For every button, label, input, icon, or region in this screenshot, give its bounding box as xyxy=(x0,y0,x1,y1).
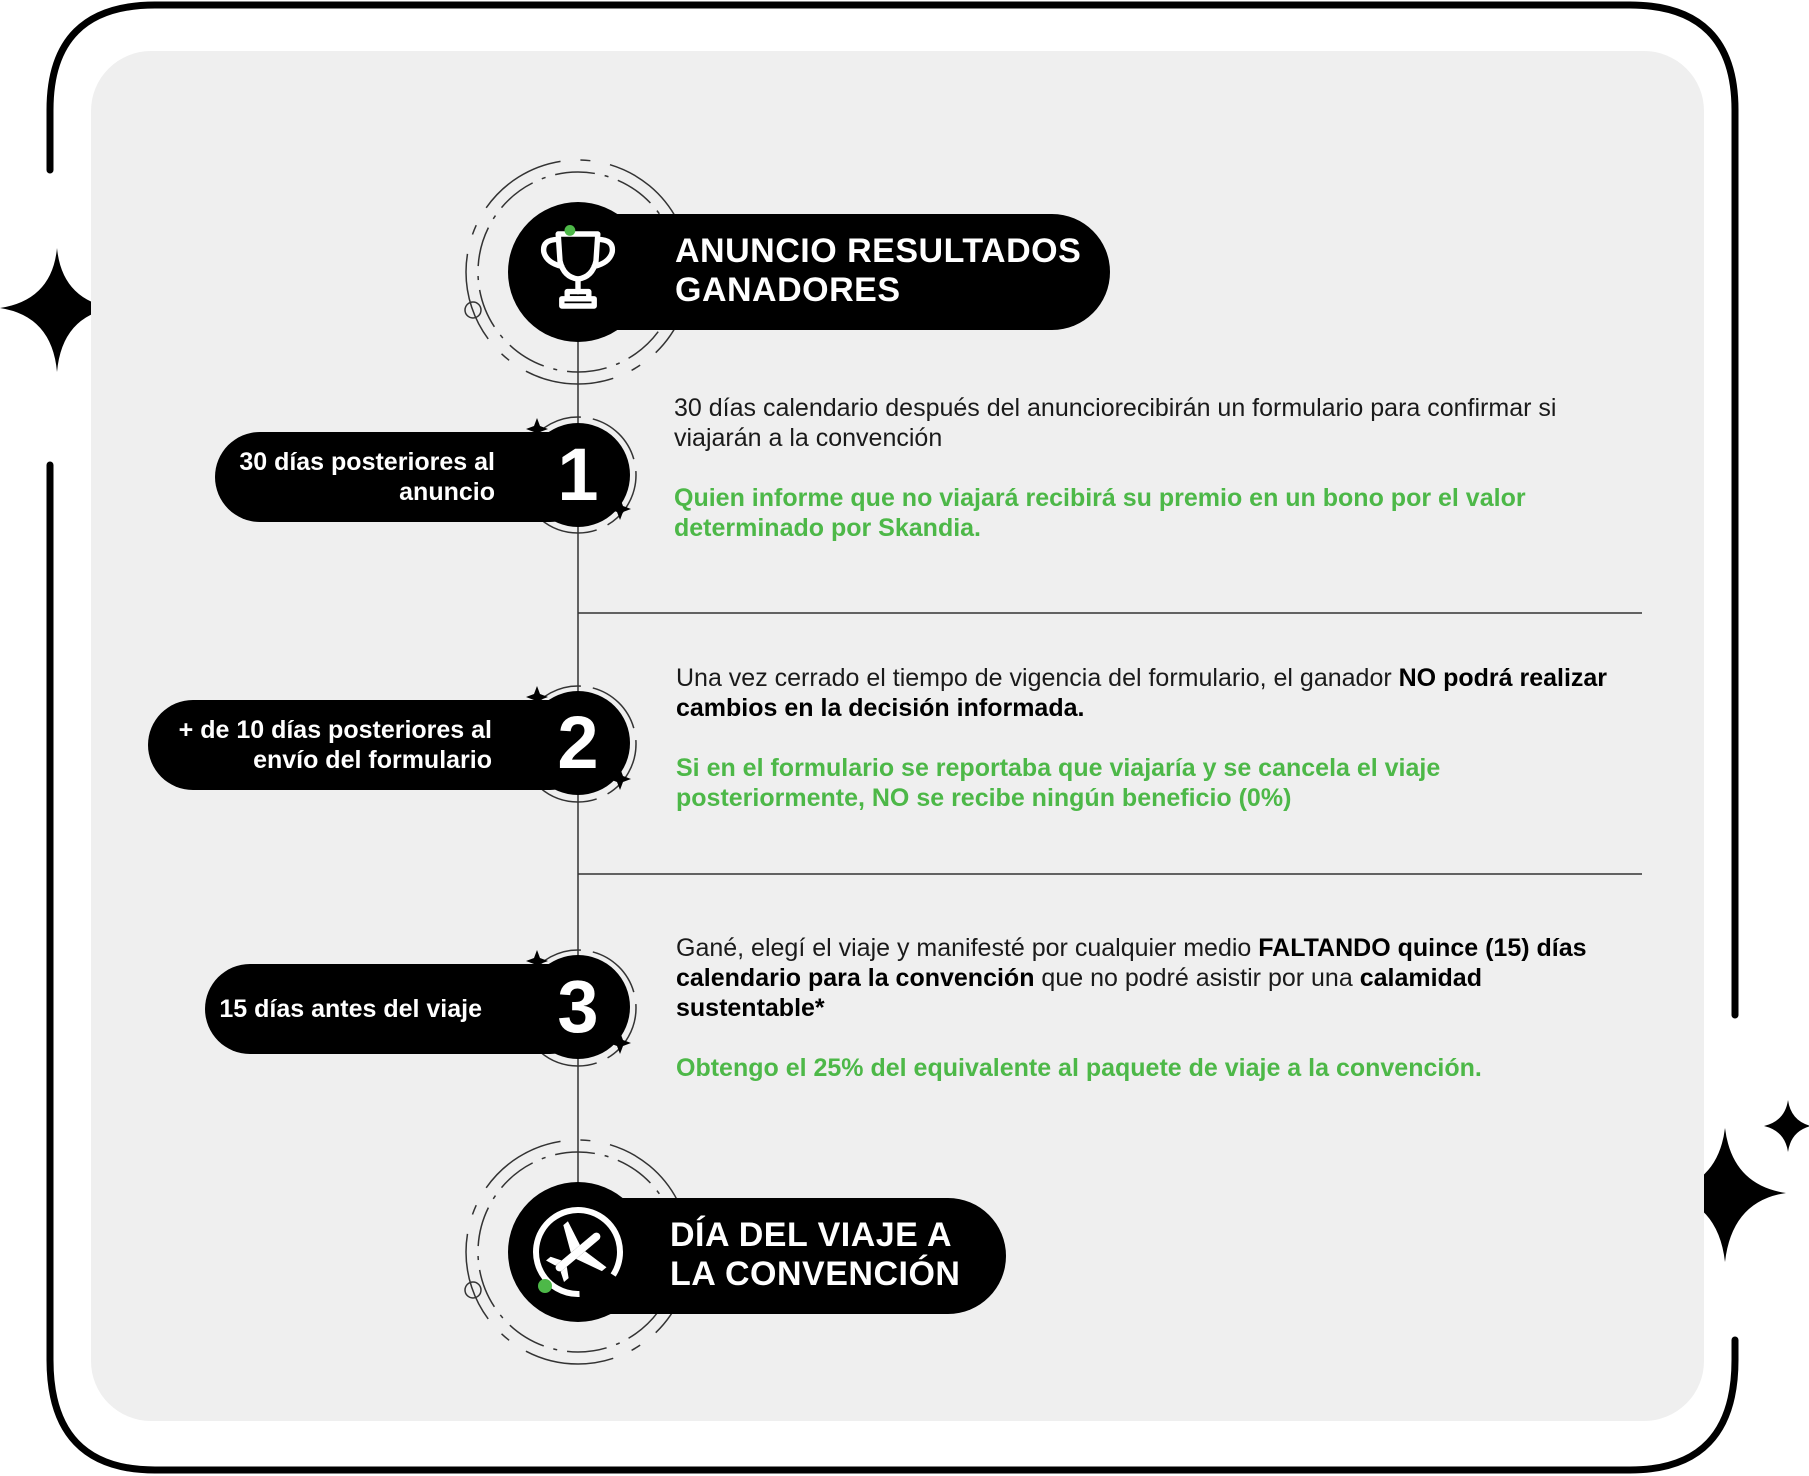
step-description xyxy=(676,933,1616,1083)
footer-title: DÍA DEL VIAJE A LA CONVENCIÓN xyxy=(670,1216,961,1293)
step-outcome-text: Si en el formulario se reportaba que viajaría y se cancela el viaje posteriormente, NO se recibe ningún beneficio (0%) xyxy=(676,754,1441,812)
header-icon-circle xyxy=(508,202,648,342)
step-number-badge: 1 xyxy=(526,423,630,527)
step-label-text: + de 10 días posteriores al envío del formulario xyxy=(178,716,492,774)
step-description-text: Una vez cerrado el tiempo de vigencia del formulario, el ganador NO podrá realizar cambios en la decisión informada. xyxy=(676,664,1608,722)
step-label-text: 15 días antes del viaje xyxy=(219,995,482,1023)
step-outcome-text: Quien informe que no viajará recibirá su premio en un bono por el valor determinado por Skandia. xyxy=(674,484,1526,542)
header-title: ANUNCIO RESULTADOS GANADORES xyxy=(675,232,1082,309)
footer-icon-circle xyxy=(508,1182,648,1322)
airplane-icon xyxy=(528,1202,628,1302)
step-outcome-text: Obtengo el 25% del equivalente al paquete de viaje a la convención. xyxy=(676,1054,1482,1082)
trophy-icon xyxy=(533,224,623,316)
step-number-badge: 3 xyxy=(526,955,630,1059)
step-description xyxy=(676,663,1636,813)
step-label-text: 30 días posteriores al anuncio xyxy=(239,448,495,506)
step-number-badge: 2 xyxy=(526,691,630,795)
step-description-text: Gané, elegí el viaje y manifesté por cualquier medio FALTANDO quince (15) días calendario para la convención que no podré asistir por una calamidad sustentable* xyxy=(676,934,1587,1022)
step-description-text: 30 días calendario después del anunciorecibirán un formulario para confirmar si viajarán a la convención xyxy=(674,394,1557,452)
step-description xyxy=(674,393,1644,543)
